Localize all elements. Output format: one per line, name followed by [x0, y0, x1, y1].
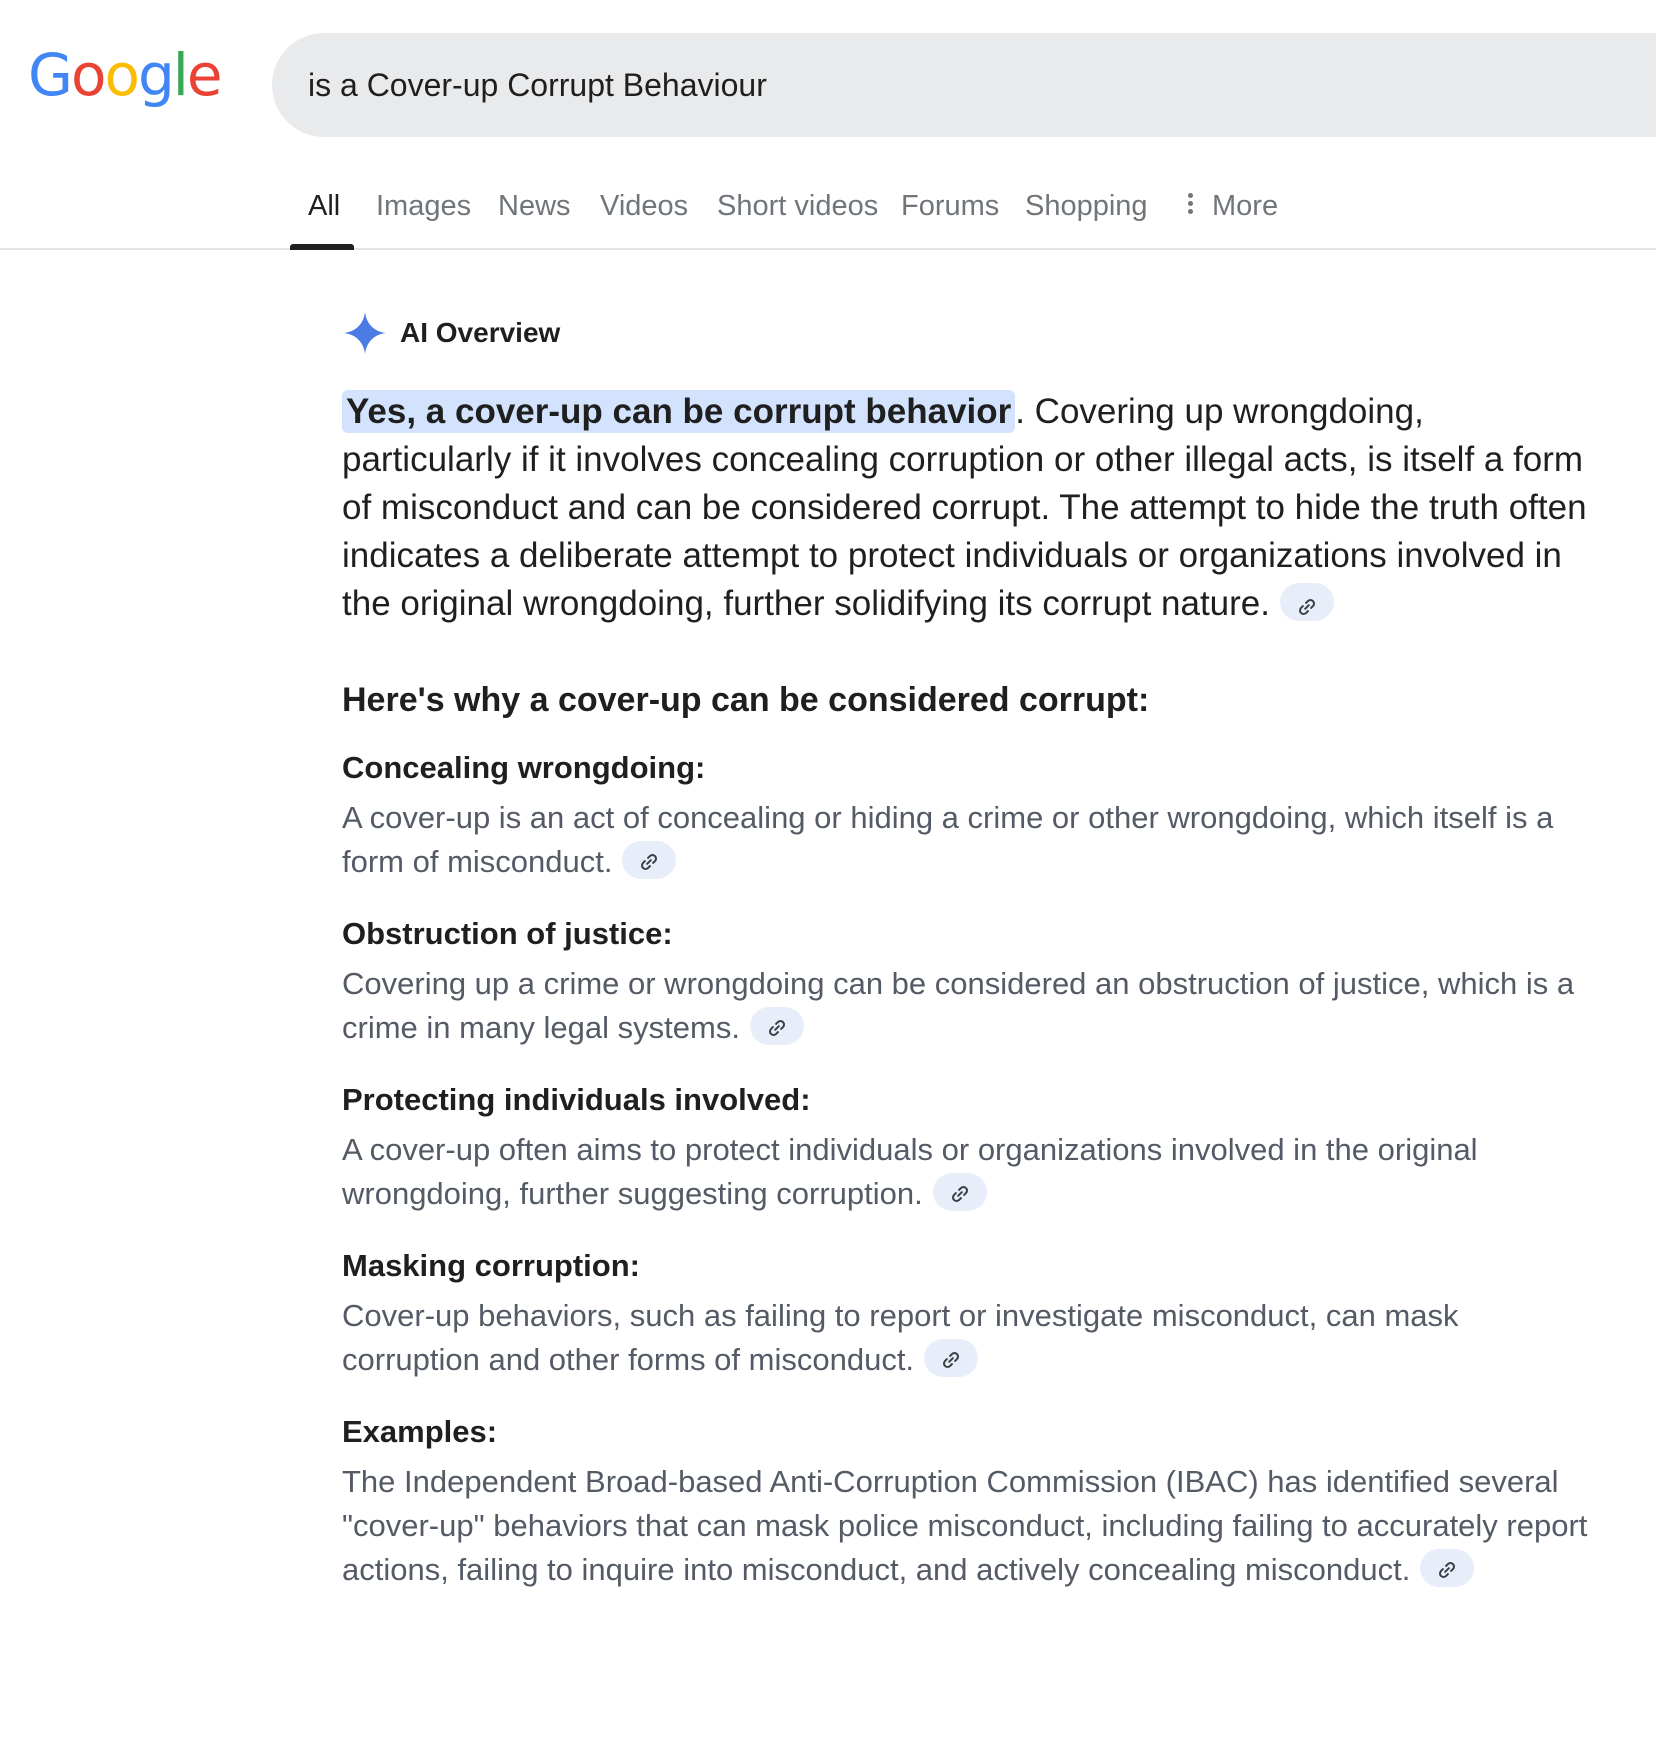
- point-text: A cover-up often aims to protect individuals or organizations involved in the original wrongdoing, further suggesting corruption.: [342, 1132, 1478, 1211]
- ai-overview-intro: [342, 388, 1602, 628]
- ai-overview-header: [342, 310, 560, 356]
- search-tabs: [0, 176, 1656, 250]
- source-link-button[interactable]: [933, 1173, 987, 1211]
- tab-shopping[interactable]: Shopping: [1025, 190, 1148, 222]
- section-heading: Here's why a cover-up can be considered corrupt:: [342, 681, 1150, 719]
- more-vert-icon: [1188, 190, 1194, 217]
- link-icon: [940, 1349, 962, 1371]
- point-text: The Independent Broad-based Anti-Corruption Commission (IBAC) has identified several "cover-up" behaviors that can mask police misconduct, including failing to accurately report actions, failing to inquire into misconduct, and actively concealing misconduct.: [342, 1464, 1588, 1587]
- link-icon: [766, 1017, 788, 1039]
- google-logo[interactable]: [28, 40, 221, 110]
- source-link-button[interactable]: [750, 1007, 804, 1045]
- point-body: [342, 796, 1602, 884]
- intro-text: . Covering up wrongdoing, particularly if it involves concealing corruption or other illegal acts, is itself a form of misconduct and can be considered corrupt. The attempt to hide the truth often indicates a deliberate attempt to protect individuals or organizations involved in the original wrongdoing, further solidifying its corrupt nature.: [342, 392, 1587, 623]
- logo-letter: l: [172, 41, 187, 109]
- point-body: [342, 962, 1602, 1050]
- search-box[interactable]: [272, 33, 1656, 137]
- active-tab-indicator: [290, 244, 354, 250]
- source-link-button[interactable]: [1280, 583, 1334, 621]
- source-link-button[interactable]: [924, 1339, 978, 1377]
- point-title: Masking corruption:: [342, 1248, 640, 1283]
- search-input[interactable]: [308, 67, 1508, 104]
- point-title: Obstruction of justice:: [342, 916, 673, 951]
- point-text: A cover-up is an act of concealing or hiding a crime or other wrongdoing, which itself is a form of misconduct.: [342, 800, 1554, 879]
- point-body: [342, 1294, 1602, 1382]
- point-text: Cover-up behaviors, such as failing to report or investigate misconduct, can mask corruption and other forms of misconduct.: [342, 1298, 1459, 1377]
- tab-more-label: More: [1212, 190, 1279, 222]
- ai-overview-content: [342, 388, 1602, 1592]
- tab-forums[interactable]: Forums: [901, 190, 1000, 222]
- list-item: [342, 1410, 1602, 1592]
- tab-all[interactable]: All: [308, 190, 341, 222]
- tab-images[interactable]: Images: [376, 190, 472, 222]
- point-title: Protecting individuals involved:: [342, 1082, 811, 1117]
- list-item: [342, 746, 1602, 884]
- link-icon: [1296, 596, 1318, 618]
- link-icon: [949, 1183, 971, 1205]
- ai-overview-title: AI Overview: [400, 317, 561, 348]
- intro-highlight: Yes, a cover-up can be corrupt behavior: [342, 390, 1015, 433]
- logo-letter: G: [28, 41, 71, 109]
- tab-videos[interactable]: Videos: [600, 190, 689, 222]
- list-item: [342, 1244, 1602, 1382]
- tab-short-videos[interactable]: Short videos: [717, 190, 879, 222]
- list-item: [342, 912, 1602, 1050]
- tab-more[interactable]: [1188, 190, 1278, 223]
- logo-letter: o: [104, 41, 138, 109]
- tab-news[interactable]: News: [498, 190, 571, 222]
- logo-letter: o: [70, 41, 105, 109]
- list-item: [342, 1078, 1602, 1216]
- logo-letter: g: [137, 41, 173, 109]
- point-title: Concealing wrongdoing:: [342, 750, 706, 785]
- sparkle-icon: [342, 310, 388, 356]
- link-icon: [1436, 1559, 1458, 1581]
- point-body: [342, 1128, 1602, 1216]
- source-link-button[interactable]: [622, 841, 676, 879]
- source-link-button[interactable]: [1420, 1549, 1474, 1587]
- logo-letter: e: [186, 41, 221, 109]
- point-body: [342, 1460, 1602, 1592]
- point-text: Covering up a crime or wrongdoing can be considered an obstruction of justice, which is a crime in many legal systems.: [342, 966, 1575, 1045]
- point-title: Examples:: [342, 1414, 498, 1449]
- link-icon: [638, 851, 660, 873]
